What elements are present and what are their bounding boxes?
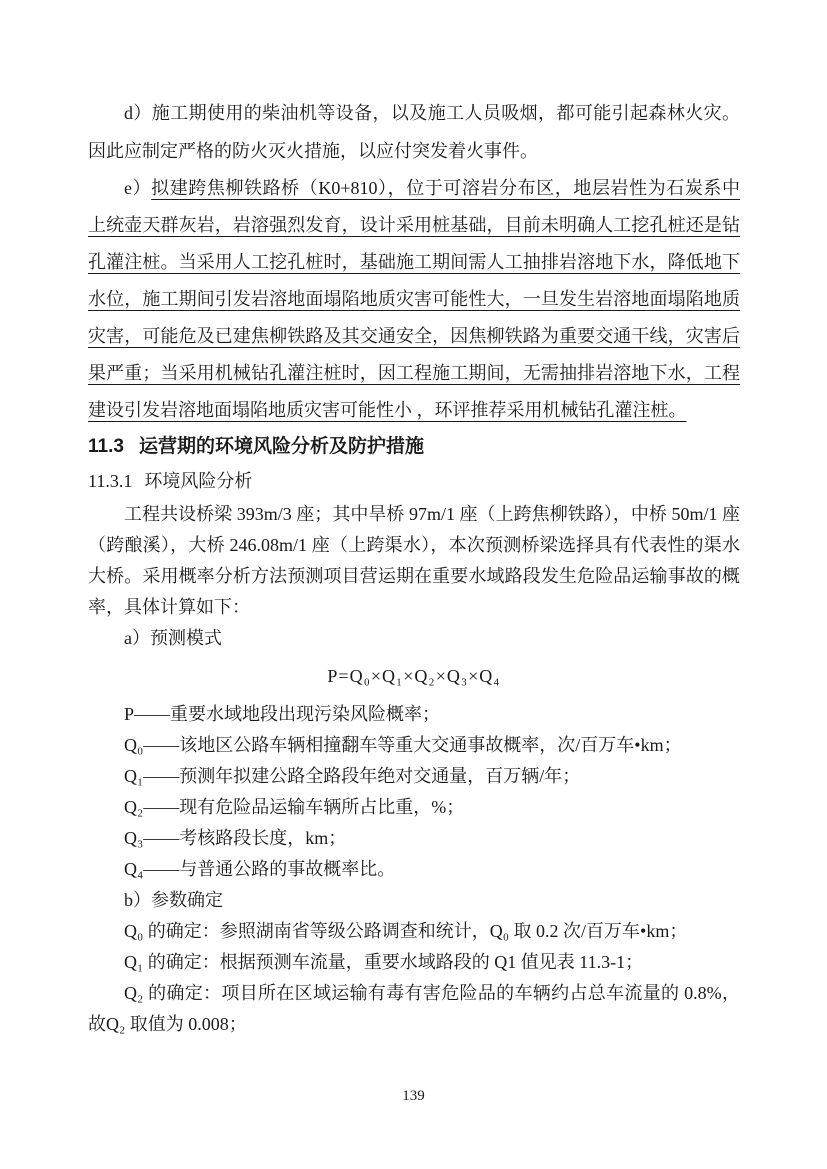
definition-item-q3: Q₃——考核路段长度，km； [124,828,347,848]
subsection-title: 环境风险分析 [144,471,253,491]
paragraph-e [88,170,740,429]
section-number: 11.3 [88,436,124,457]
subsection-heading [88,467,740,495]
definition-item-q4: Q₄——与普通公路的事故概率比。 [124,859,396,879]
definition-item-q1: Q₁——预测年拟建公路全路段年绝对交通量，百万辆/年； [124,766,581,786]
param-q2-determination: Q₂ 的确定：项目所在区域运输有毒有害危险品的车辆约占总车流量的 0.8%，故Q₂ 取值为 0.008； [88,983,740,1034]
param-q1-determination: Q₁ 的确定：根据预测车流量，重要水域路段的 Q1 值见表 11.3-1； [124,952,644,972]
formula: P=Q₀×Q₁×Q₂×Q₃×Q₄ [327,666,501,686]
paragraph-e-underlined-text: 拟建跨焦柳铁路桥（K0+810），位于可溶岩分布区，地层岩性为石炭系中上统壶天群灰岩，岩溶强烈发育，设计采用桩基础，目前未明确人工挖孔桩还是钻孔灌注桩。当采用人工挖孔桩时，基础施工期间需人工抽排岩溶地下水，降低地下水位，施工期间引发岩溶地面塌陷地质灾害可能性大，一旦发生岩溶地面塌陷地质灾害，可能危及已建焦柳铁路及其交通安全，因焦柳铁路为重要交通干线，灾害后果严重；当采用机械钻孔灌注桩时，因工程施工期间，无需抽排岩溶地下水，工程建设引发岩溶地面塌陷地质灾害可能性小 ，环评推荐采用机械钻孔灌注桩。 [88,178,740,420]
paragraph-intro: 工程共设桥梁 393m/3 座；其中旱桥 97m/1 座（上跨焦柳铁路），中桥 50m/1 座（跨酿溪），大桥 246.08m/1 座（上跨渠水），本次预测桥梁选择具有代表性的渠水大桥。采用概率分析方法预测项目营运期在重要水域路段发生危险品运输事故的概率，具体计算如下： [88,504,740,617]
page-number: 139 [402,1088,425,1104]
subsection-number: 11.3.1 [88,471,133,491]
definition-item-q2: Q₂——现有危险品运输车辆所占比重，%； [124,797,465,817]
section-heading [88,433,740,461]
param-q0-determination: Q₀ 的确定：参照湖南省等级公路调查和统计，Q₀ 取 0.2 次/百万车•km； [124,921,688,941]
paragraph-d: d）施工期使用的柴油机等设备，以及施工人员吸烟，都可能引起森林火灾。因此应制定严格的防火灭火措施，以应付突发着火事件。 [88,103,740,161]
paragraph-e-label: e） [124,178,152,198]
list-item-b: b）参数确定 [124,890,223,910]
list-item-a: a）预测模式 [124,628,222,648]
section-title: 运营期的环境风险分析及防护措施 [138,436,424,457]
definition-item-q0: Q₀——该地区公路车辆相撞翻车等重大交通事故概率，次/百万车•km； [124,735,682,755]
definition-item-p: P——重要水域地段出现污染风险概率； [124,704,441,724]
document-content [88,94,740,1040]
